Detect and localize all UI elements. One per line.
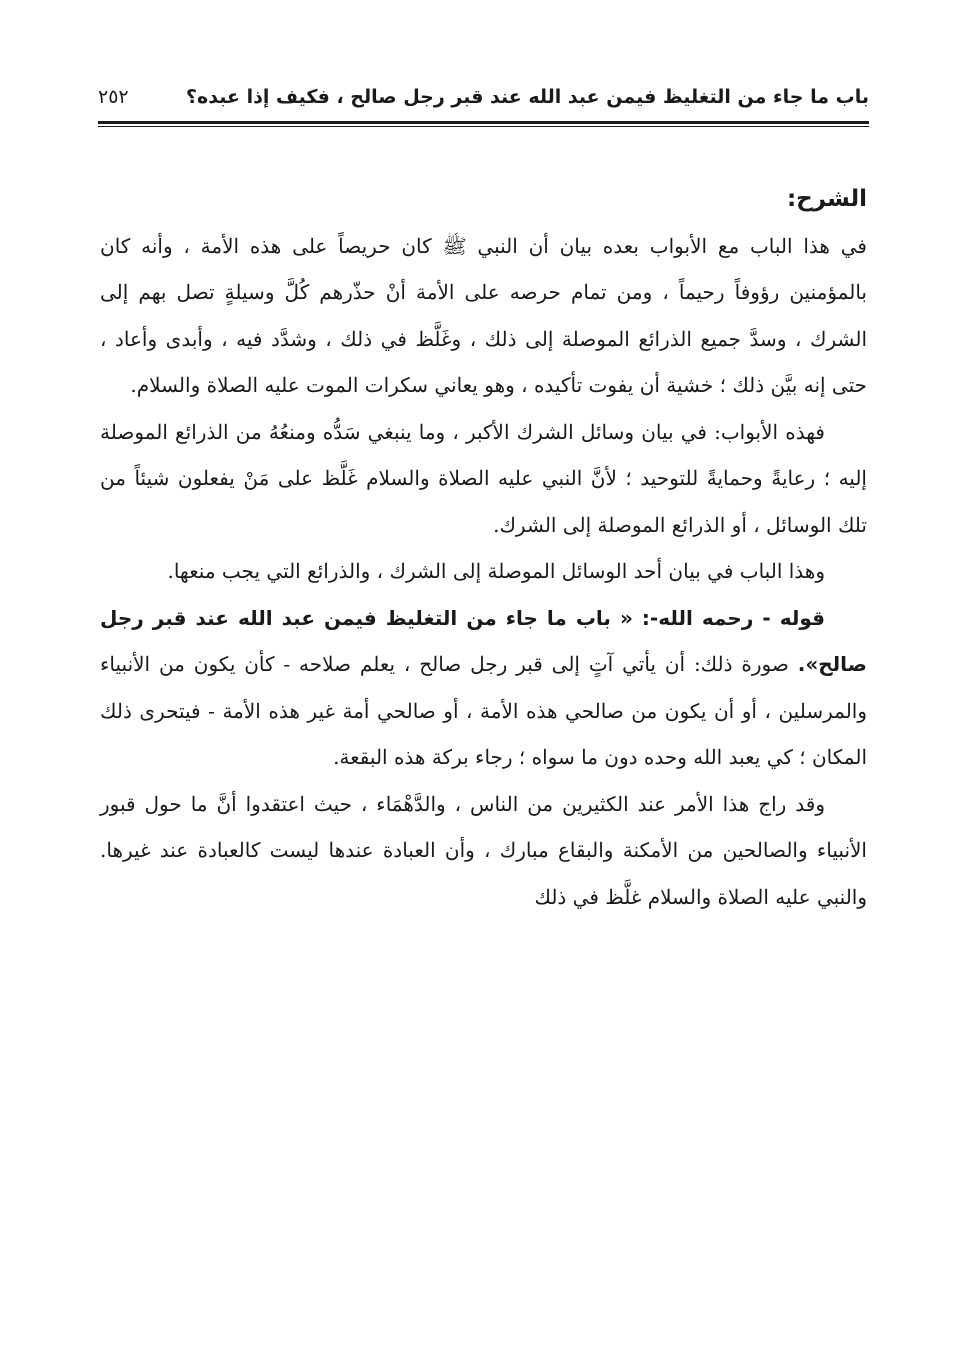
chapter-title: باب ما جاء من التغليظ فيمن عبد الله عند قبر رجل صالح ، فكيف إذا عبده؟ bbox=[186, 86, 869, 108]
quoted-chapter-title: قوله - رحمه الله-: « باب ما جاء من التغليظ فيمن عبد الله عند قبر رجل صالح». bbox=[100, 605, 867, 676]
quote-paragraph bbox=[100, 595, 867, 781]
page-header bbox=[98, 84, 869, 124]
header-rule-thick bbox=[98, 121, 869, 124]
page-number: ٢٥٢ bbox=[98, 86, 129, 108]
quote-explanation: صورة ذلك: أن يأتي آتٍ إلى قبر رجل صالح ، يعلم صلاحه - كأن يكون من الأنبياء والمرسلين ، أو أن يكون من صالحي هذه الأمة ، أو صالحي أمة غير هذه الأمة - فيتحرى ذلك المكان ؛ كي يعبد الله وحده دون ما سواه ؛ رجاء بركة هذه البقعة. bbox=[100, 652, 867, 769]
paragraph-2: فهذه الأبواب: في بيان وسائل الشرك الأكبر ، وما ينبغي سَدُّه ومنعُهُ من الذرائع الموصلة إليه ؛ رعايةً وحمايةً للتوحيد ؛ لأنَّ النبي عليه الصلاة والسلام غَلَّظ على مَنْ يفعلون شيئاً من تلك الوسائل ، أو الذرائع الموصلة إلى الشرك. bbox=[100, 419, 867, 537]
section-heading: الشرح: bbox=[786, 186, 867, 212]
header-rule-thin bbox=[98, 126, 869, 127]
paragraph-1: في هذا الباب مع الأبواب بعده بيان أن النبي ﷺ كان حريصاً على هذه الأمة ، وأنه كان بالمؤمنين رؤوفاً رحيماً ، ومن تمام حرصه على الأمة أنْ حذّرهم كُلَّ وسيلةٍ تصل بهم إلى الشرك ، وسدَّ جميع الذرائع الموصلة إلى ذلك ، وغَلَّظ في ذلك ، وشدَّد فيه ، وأبدى وأعاد ، حتى إنه بيَّن ذلك ؛ خشية أن يفوت تأكيده ، وهو يعاني سكرات الموت عليه الصلاة والسلام. bbox=[100, 233, 867, 397]
paragraph-5: وقد راج هذا الأمر عند الكثيرين من الناس ، والدَّهْمَاء ، حيث اعتقدوا أنَّ ما حول قبور الأنبياء والصالحين من الأمكنة والبقاع مبارك ، وأن العبادة عندها ليست كالعبادة عند غيرها. والنبي عليه الصلاة والسلام غلَّظ في ذلك bbox=[100, 791, 867, 909]
page-body bbox=[100, 176, 867, 920]
paragraph-3: وهذا الباب في بيان أحد الوسائل الموصلة إلى الشرك ، والذرائع التي يجب منعها. bbox=[167, 559, 825, 583]
